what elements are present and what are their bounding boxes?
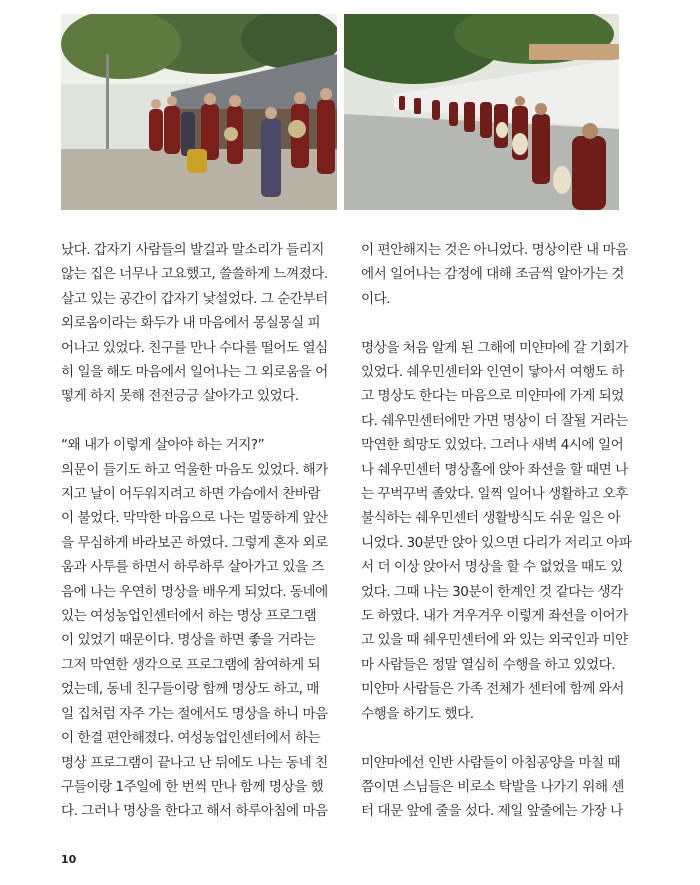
text-line: 히 일을 해도 마음에서 일어나는 그 외로움을 어 [61, 364, 328, 381]
text-line: 음에 나는 우연히 명상을 배우게 되었다. 동네에 [61, 583, 328, 600]
text-line: 쯤이면 스님들은 비로소 탁발을 나가기 위해 센 [361, 778, 624, 795]
paragraph-gap [61, 409, 319, 433]
text-line: 도 하였다. 내가 겨우겨우 이렇게 좌선을 이어가 [361, 608, 628, 625]
text-line: 이다. [361, 290, 391, 307]
text-line: 었는데, 동네 친구들이랑 함께 명상도 하고, 매 [61, 681, 319, 698]
text-line: 나 쉐우민센터 명상홀에 앉아 좌선을 할 때면 나 [361, 461, 628, 478]
text-line: 미얀마에선 인반 사람들이 아침공양을 마칠 때 [361, 754, 621, 771]
text-line: 을 무심하게 바라보곤 하였다. 그렇게 혼자 외로 [61, 534, 328, 551]
paragraph [361, 238, 628, 311]
text-line: 지고 날이 어두워지려고 하면 가슴에서 찬바람 [61, 486, 321, 503]
text-line: 명상 프로그램이 끝나고 난 뒤에도 나는 동네 친 [61, 754, 328, 771]
paragraph-gap [361, 311, 619, 335]
text-line: 일 집처럼 자주 가는 절에서도 명상을 하니 마음 [61, 705, 328, 722]
text-line: 다. 그러나 명상을 한다고 해서 하루아침에 마음 [61, 803, 328, 820]
text-line: 고 명상도 한다는 마음으로 미얀마에 가게 되었 [361, 388, 624, 405]
text-line: 구들이랑 1주일에 한 번씩 만나 함께 명상을 했 [61, 778, 324, 795]
text-line: 다. 쉐우민센터에만 가면 명상이 더 잘될 거라는 [361, 412, 628, 429]
paragraph [361, 751, 624, 824]
paragraph [61, 433, 328, 824]
text-line: 이 편안해지는 것은 아니었다. 명상이란 내 마음 [361, 242, 628, 258]
text-line: 않는 집은 너무나 고요했고, 쓸쓸하게 느껴졌다. [61, 266, 328, 283]
text-line: 는 꾸벅꾸벅 졸았다. 일찍 일어나 생활하고 오후 [361, 486, 628, 503]
paragraph [361, 336, 632, 727]
text-line: 니었다. 30분만 앉아 있으면 다리가 저리고 아파 [361, 534, 632, 551]
text-line: 있었다. 쉐우민센터와 인연이 닿아서 여행도 하 [361, 364, 624, 381]
text-line: 에서 일어나는 감정에 대해 조금씩 알아가는 것 [361, 266, 624, 283]
text-line: 이 불었다. 막막한 마음으로 나는 멀뚱하게 앞산 [61, 510, 328, 527]
text-line: 그저 막연한 생각으로 프로그램에 참여하게 되 [61, 656, 321, 673]
text-line: 어나고 있었다. 친구를 만나 수다를 떨어도 열심 [61, 339, 328, 356]
text-line: “왜 내가 이렇게 살아야 하는 거지?” [61, 437, 265, 454]
text-line: 움과 사투를 하면서 하루하루 살아가고 있을 즈 [61, 559, 324, 576]
text-line: 살고 있는 공간이 갑자기 낯설었다. 그 순간부터 [61, 290, 328, 307]
text-line: 떻게 하지 못해 전전긍긍 살아가고 있었다. [61, 388, 299, 405]
paragraph [61, 238, 328, 409]
text-line: 이 한결 편안해졌다. 여성농업인센터에서 하는 [61, 730, 321, 747]
text-line: 수행을 하기도 했다. [361, 705, 474, 722]
text-line: 었다. 그때 나는 30분이 한계인 것 같다는 생각 [361, 583, 623, 600]
text-line: 불식하는 쉐우민센터 생활방식도 쉬운 일은 아 [361, 510, 621, 527]
paragraph-gap [361, 726, 619, 750]
column-left [61, 238, 328, 824]
column-right [361, 238, 632, 824]
photo-monks-village [61, 14, 337, 210]
text-line: 있는 여성농업인센터에서 하는 명상 프로그램 [61, 608, 317, 625]
text-line: 고 있을 때 쉐우민센터에 와 있는 외국인과 미얀 [361, 632, 628, 649]
page-number: 10 [61, 853, 77, 866]
text-line: 명상을 처음 알게 된 그해에 미얀마에 갈 기회가 [361, 339, 628, 356]
text-line: 미얀마 사람들은 가족 전체가 센터에 함께 와서 [361, 681, 624, 698]
text-line: 났다. 갑자기 사람들의 발길과 말소리가 들리지 [61, 242, 324, 258]
text-line: 외로움이라는 화두가 내 마음에서 몽실몽실 피 [61, 315, 321, 332]
text-line: 의문이 들기도 하고 억울한 마음도 있었다. 해가 [61, 461, 328, 478]
text-line: 막연한 희망도 있었다. 그러나 새벽 4시에 일어 [361, 437, 624, 454]
photo-monks-line [344, 14, 619, 210]
text-line: 터 대문 앞에 줄을 섰다. 제일 앞줄에는 가장 나 [361, 803, 623, 820]
text-line: 서 더 이상 앉아서 명상을 할 수 없었을 때도 있 [361, 559, 623, 576]
text-line: 이 있었기 때문이다. 명상을 하면 좋을 거라는 [61, 632, 316, 649]
text-line: 마 사람들은 정말 열심히 수행을 하고 있었다. [361, 656, 616, 673]
